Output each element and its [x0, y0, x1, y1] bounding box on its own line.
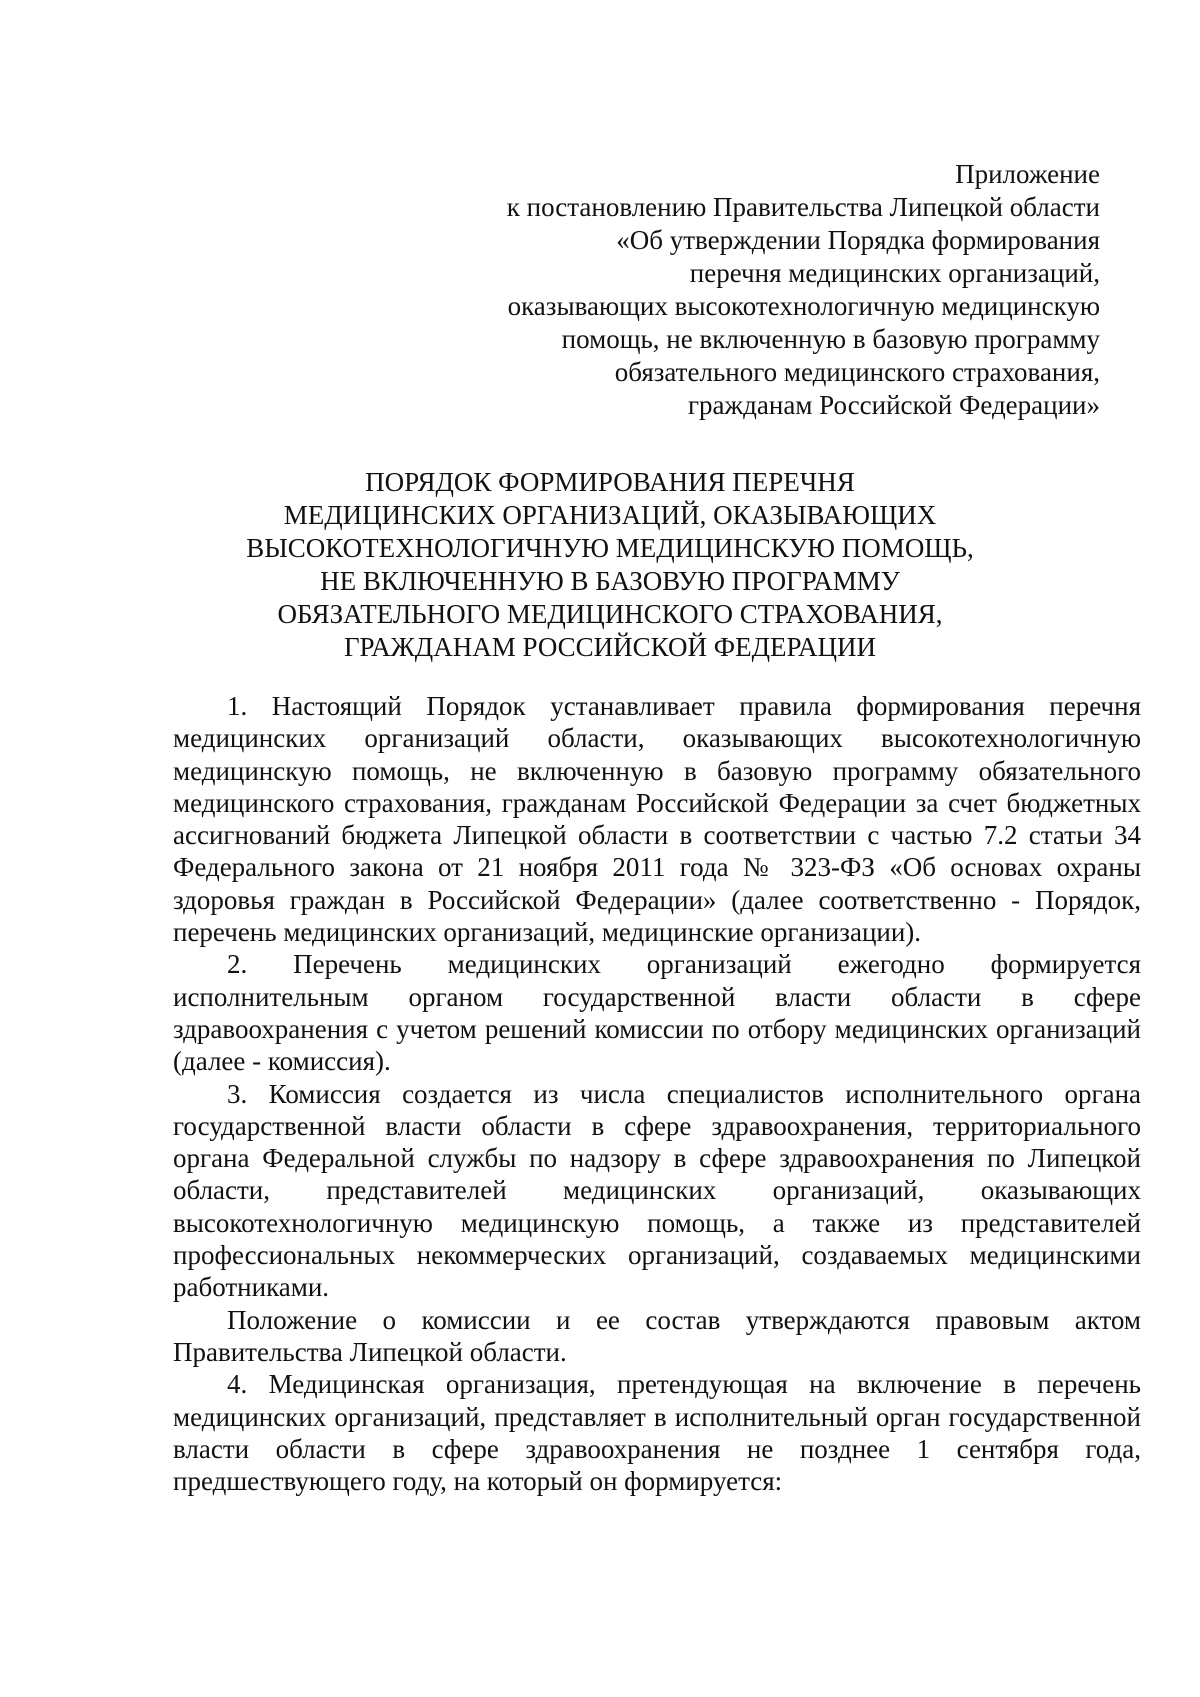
title-line: ГРАЖДАНАМ РОССИЙСКОЙ ФЕДЕРАЦИИ	[343, 632, 877, 662]
appendix-line: гражданам Российской Федерации»	[687, 390, 1100, 420]
paragraph-3: 3. Комиссия создается из числа специалистов исполнительного органа государственной власти области в сфере здравоохранения, территориального органа Федеральной службы по надзору в сфере здравоохранения по Липецкой области, представителей медицинских организаций, оказывающих высокотехнологичную медицинскую помощь, а также из представителей профессиональных некоммерческих организаций, создаваемых медицинскими работниками.	[173, 1078, 1141, 1303]
title-line: ПОРЯДОК ФОРМИРОВАНИЯ ПЕРЕЧНЯ	[365, 467, 855, 497]
title-line: НЕ ВКЛЮЧЕННУЮ В БАЗОВУЮ ПРОГРАММУ	[320, 566, 900, 596]
paragraph-commission-regulation: Положение о комиссии и ее состав утверждаются правовым актом Правительства Липецкой области.	[173, 1304, 1141, 1367]
title-line: МЕДИЦИНСКИХ ОРГАНИЗАЦИЙ, ОКАЗЫВАЮЩИХ	[283, 500, 937, 530]
appendix-line: к постановлению Правительства Липецкой области	[506, 192, 1100, 222]
appendix-line: Приложение	[955, 159, 1100, 189]
appendix-header	[400, 158, 1100, 422]
appendix-line: помощь, не включенную в базовую программу	[561, 324, 1100, 354]
document-body	[173, 690, 1141, 1497]
document-title	[160, 466, 1060, 664]
appendix-line: обязательного медицинского страхования,	[614, 357, 1100, 387]
appendix-line: оказывающих высокотехнологичную медицинскую	[507, 291, 1100, 321]
title-line: ВЫСОКОТЕХНОЛОГИЧНУЮ МЕДИЦИНСКУЮ ПОМОЩЬ,	[246, 533, 974, 563]
paragraph-2: 2. Перечень медицинских организаций ежегодно формируется исполнительным органом государственной власти области в сфере здравоохранения с учетом решений комиссии по отбору медицинских организаций (далее - комиссия).	[173, 949, 1141, 1077]
paragraph-1: 1. Настоящий Порядок устанавливает правила формирования перечня медицинских организаций области, оказывающих высокотехнологичную медицинскую помощь, не включенную в базовую программу обязательного медицинского страхования, гражданам Российской Федерации за счет бюджетных ассигнований бюджета Липецкой области в соответствии с частью 7.2 статьи 34 Федерального закона от 21 ноября 2011 года № 323-ФЗ «Об основах охраны здоровья граждан в Российской Федерации» (далее соответственно - Порядок, перечень медицинских организаций, медицинские организации).	[173, 691, 1141, 948]
title-line: ОБЯЗАТЕЛЬНОГО МЕДИЦИНСКОГО СТРАХОВАНИЯ,	[277, 599, 943, 629]
paragraph-4: 4. Медицинская организация, претендующая на включение в перечень медицинских организаций, представляет в исполнительный орган государственной власти области в сфере здравоохранения не позднее 1 сентября года, предшествующего году, на который он формируется:	[173, 1369, 1141, 1497]
appendix-line: перечня медицинских организаций,	[689, 258, 1100, 288]
appendix-line: «Об утверждении Порядка формирования	[616, 225, 1100, 255]
